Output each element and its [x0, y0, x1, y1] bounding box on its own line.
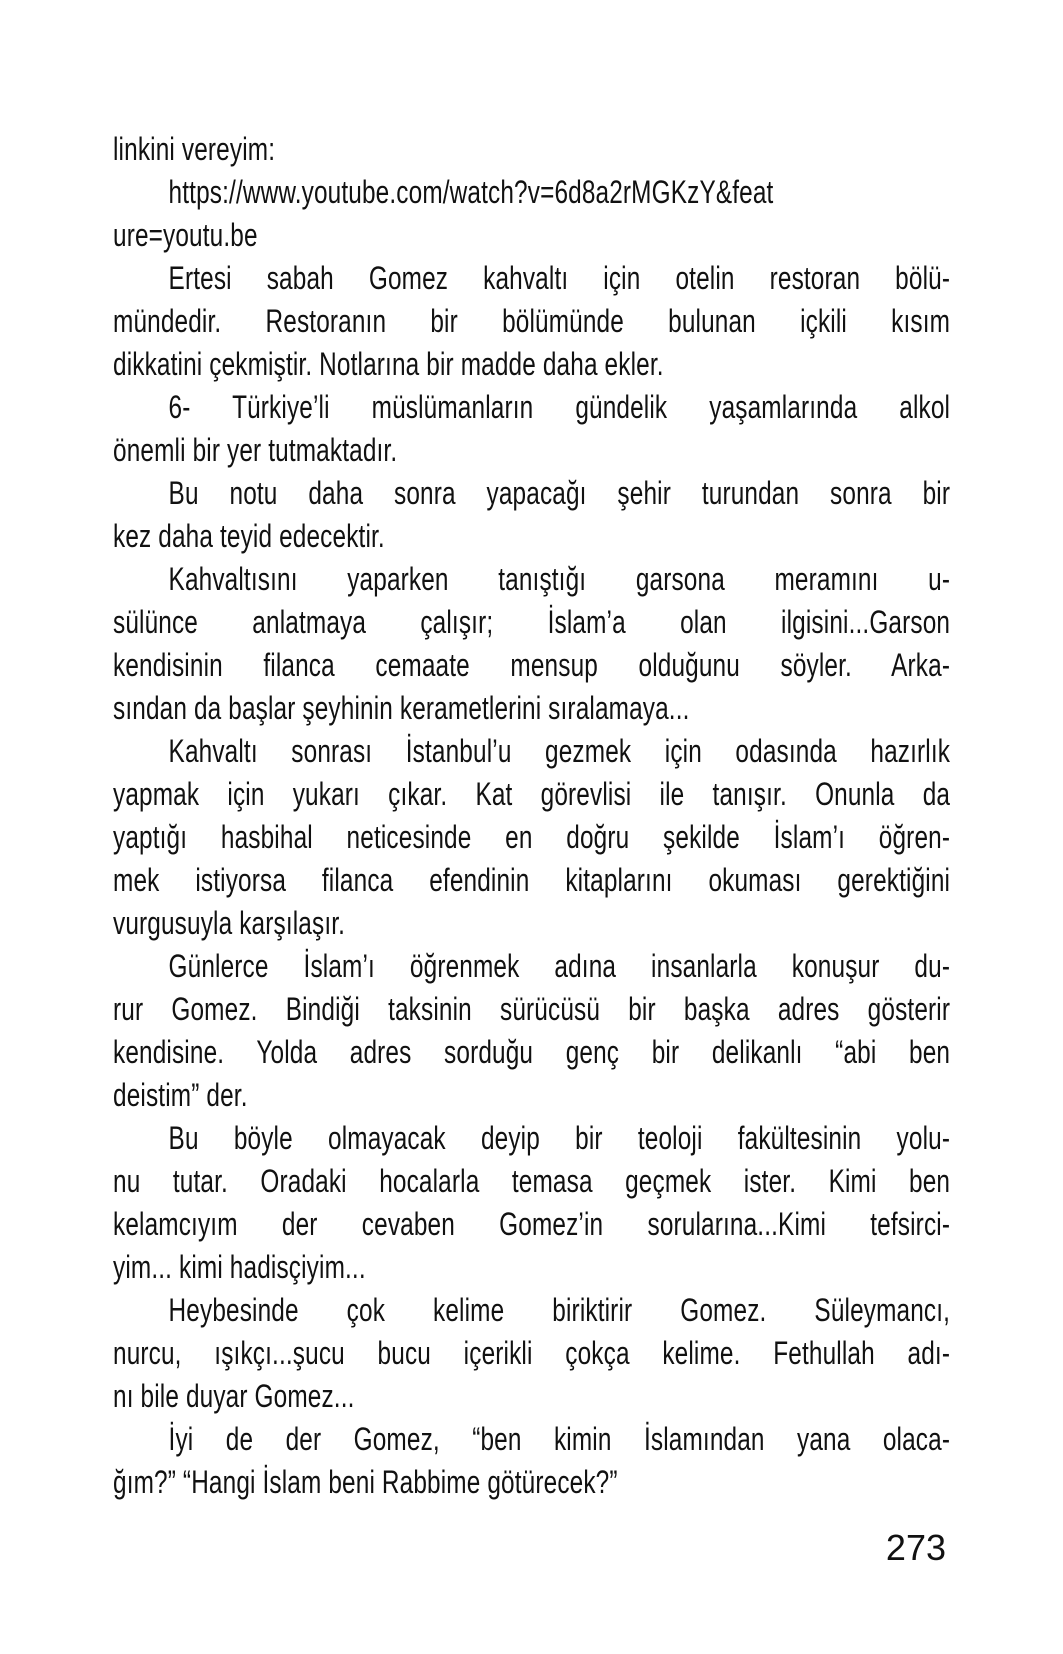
text-line	[113, 644, 950, 687]
text-line	[113, 386, 950, 429]
page-text	[113, 128, 950, 1504]
text-line	[113, 1074, 950, 1117]
text-line-content: sından da başlar şeyhinin kerametlerini sıralamaya...	[113, 690, 690, 726]
text-line-content: deistim” der.	[113, 1077, 248, 1113]
text-line	[113, 1461, 950, 1504]
text-line	[113, 1332, 950, 1375]
text-line-content: Kahvaltı sonrası İstanbul’u gezmek için odasında hazırlık	[168, 733, 951, 769]
text-line-content: İyi de der Gomez, “ben kimin İslamından yana olaca-	[168, 1421, 951, 1457]
text-line	[113, 171, 950, 214]
text-line-content: linkini vereyim:	[113, 131, 276, 167]
text-line	[113, 1289, 950, 1332]
text-line-content: yapmak için yukarı çıkar. Kat görevlisi ile tanışır. Onunla da	[113, 776, 951, 812]
text-line	[113, 687, 950, 730]
text-line-content: Kahvaltısını yaparken tanıştığı garsona meramını u-	[168, 561, 951, 597]
text-line-content: Ertesi sabah Gomez kahvaltı için otelin restoran bölü-	[168, 260, 951, 296]
text-line	[113, 558, 950, 601]
text-line-content: mek istiyorsa filanca efendinin kitaplarını okuması gerektiğini	[113, 862, 951, 898]
text-line	[113, 773, 950, 816]
text-line-content: ure=youtu.be	[113, 217, 258, 253]
text-line	[113, 1160, 950, 1203]
text-line-content: kez daha teyid edecektir.	[113, 518, 385, 554]
text-line	[113, 1418, 950, 1461]
text-line	[113, 1246, 950, 1289]
page-number: 273	[885, 1527, 946, 1568]
text-line	[113, 816, 950, 859]
text-line-content: kelamcıyım der cevaben Gomez’in sorularına...Kimi tefsirci-	[113, 1206, 951, 1242]
text-line	[113, 472, 950, 515]
text-line	[113, 902, 950, 945]
text-line-content: ğım?” “Hangi İslam beni Rabbime götürecek?”	[113, 1464, 618, 1500]
text-line-content: dikkatini çekmiştir. Notlarına bir madde daha ekler.	[113, 346, 664, 382]
text-line-content: Günlerce İslam’ı öğrenmek adına insanlarla konuşur du-	[168, 948, 951, 984]
text-line	[113, 343, 950, 386]
text-line-content: kendisinin filanca cemaate mensup olduğunu söyler. Arka-	[113, 647, 951, 683]
text-line	[113, 515, 950, 558]
text-line-content: rur Gomez. Bindiği taksinin sürücüsü bir başka adres gösterir	[113, 991, 951, 1027]
text-line	[113, 429, 950, 472]
text-line-content: vurgusuyla karşılaşır.	[113, 905, 346, 941]
text-line-content: 6- Türkiye’li müslümanların gündelik yaşamlarında alkol	[168, 389, 951, 425]
text-line-content: Bu notu daha sonra yapacağı şehir turundan sonra bir	[168, 475, 951, 511]
text-line-content: önemli bir yer tutmaktadır.	[113, 432, 398, 468]
text-line-content: kendisine. Yolda adres sorduğu genç bir delikanlı “abi ben	[113, 1034, 951, 1070]
text-line	[113, 1203, 950, 1246]
text-line-content: yaptığı hasbihal neticesinde en doğru şekilde İslam’ı öğren-	[113, 819, 951, 855]
text-line	[113, 1117, 950, 1160]
text-line	[113, 1031, 950, 1074]
text-line	[113, 214, 950, 257]
text-line	[113, 1375, 950, 1418]
text-line	[113, 988, 950, 1031]
text-line-content: nı bile duyar Gomez...	[113, 1378, 355, 1414]
text-line	[113, 945, 950, 988]
text-line-content: yim... kimi hadisçiyim...	[113, 1249, 366, 1285]
text-line-content: nu tutar. Oradaki hocalarla temasa geçmek ister. Kimi ben	[113, 1163, 951, 1199]
text-line	[113, 128, 950, 171]
text-line	[113, 300, 950, 343]
text-line-content: Heybesinde çok kelime biriktirir Gomez. Süleymancı,	[168, 1292, 951, 1328]
text-line-content: nurcu, ışıkçı...şucu bucu içerikli çokça kelime. Fethullah adı-	[113, 1335, 951, 1371]
text-line-content: Bu böyle olmayacak deyip bir teoloji fakültesinin yolu-	[168, 1120, 951, 1156]
text-line-content: sülünce anlatmaya çalışır; İslam’a olan ilgisini...Garson	[113, 604, 951, 640]
text-line	[113, 859, 950, 902]
text-line	[113, 730, 950, 773]
text-line-content: https://www.youtube.com/watch?v=6d8a2rMGKzY&feat	[168, 174, 774, 210]
text-line	[113, 601, 950, 644]
text-line-content: mündedir. Restoranın bir bölümünde bulunan içkili kısım	[113, 303, 951, 339]
text-line	[113, 257, 950, 300]
